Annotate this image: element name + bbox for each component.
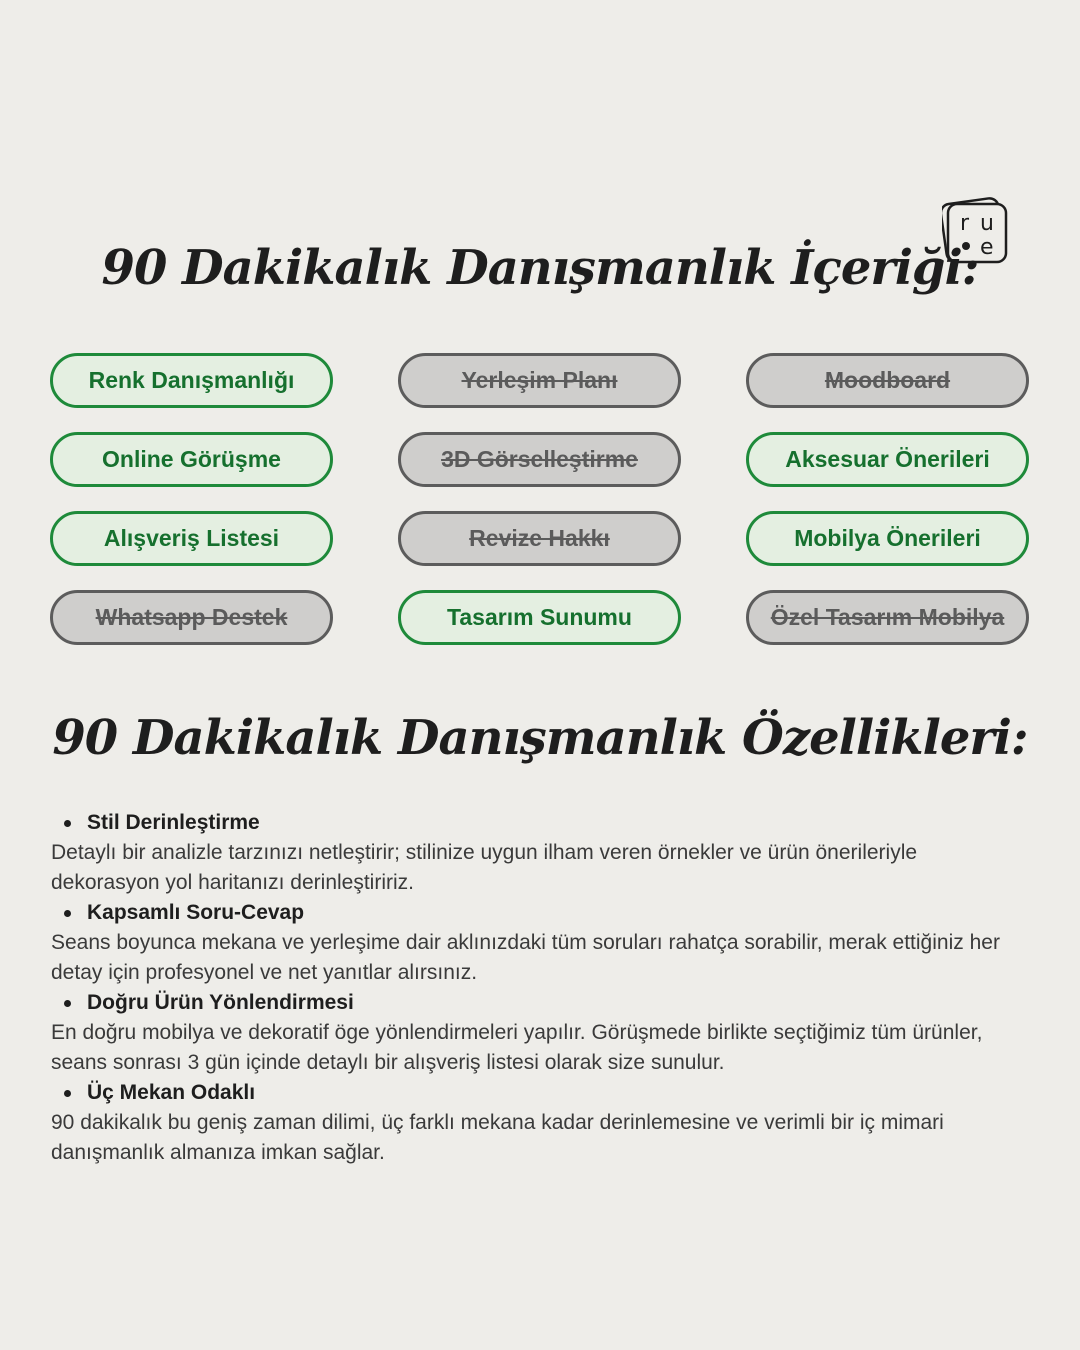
feature-item	[51, 898, 1031, 988]
features-title: 90 Dakikalık Danışmanlık Özellikleri:	[52, 710, 1028, 766]
logo-letter-r: r	[960, 211, 970, 236]
features-list	[51, 808, 1031, 1168]
service-grid	[50, 353, 1029, 645]
content-title: 90 Dakikalık Danışmanlık İçeriği:	[101, 240, 979, 296]
feature-title: Üç Mekan Odaklı	[51, 1078, 1031, 1108]
service-item: Moodboard	[746, 353, 1029, 408]
service-item: Online Görüşme	[50, 432, 333, 487]
feature-description: Seans boyunca mekana ve yerleşime dair aklınızdaki tüm soruları rahatça sorabilir, merak ettiğiniz her detay için profesyonel ve net yanıtlar alırsınız.	[51, 931, 1000, 984]
feature-description: En doğru mobilya ve dekoratif öge yönlendirmeleri yapılır. Görüşmede birlikte seçtiğimiz tüm ürünler, seans sonrası 3 gün içinde detaylı bir alışveriş listesi olarak size sunulur.	[51, 1021, 983, 1074]
feature-item	[51, 988, 1031, 1078]
service-item: Aksesuar Önerileri	[746, 432, 1029, 487]
service-item: 3D Görselleştirme	[398, 432, 681, 487]
feature-title: Kapsamlı Soru-Cevap	[51, 898, 1031, 928]
feature-item	[51, 808, 1031, 898]
logo-letter-u: u	[980, 211, 994, 236]
service-item: Revize Hakkı	[398, 511, 681, 566]
service-item: Yerleşim Planı	[398, 353, 681, 408]
service-item: Tasarım Sunumu	[398, 590, 681, 645]
feature-description: 90 dakikalık bu geniş zaman dilimi, üç farklı mekana kadar derinlemesine ve verimli bir iç mimari danışmanlık almanıza imkan sağlar.	[51, 1111, 944, 1164]
service-item: Renk Danışmanlığı	[50, 353, 333, 408]
feature-item	[51, 1078, 1031, 1168]
service-item: Whatsapp Destek	[50, 590, 333, 645]
service-item: Özel Tasarım Mobilya	[746, 590, 1029, 645]
logo-letter-e: e	[980, 235, 994, 260]
feature-description: Detaylı bir analizle tarzınızı netleştirir; stilinize uygun ilham veren örnekler ve ürün önerileriyle dekorasyon yol haritanızı derinleştiririz.	[51, 841, 918, 894]
service-item: Mobilya Önerileri	[746, 511, 1029, 566]
feature-title: Doğru Ürün Yönlendirmesi	[51, 988, 1031, 1018]
feature-title: Stil Derinleştirme	[51, 808, 1031, 838]
service-item: Alışveriş Listesi	[50, 511, 333, 566]
